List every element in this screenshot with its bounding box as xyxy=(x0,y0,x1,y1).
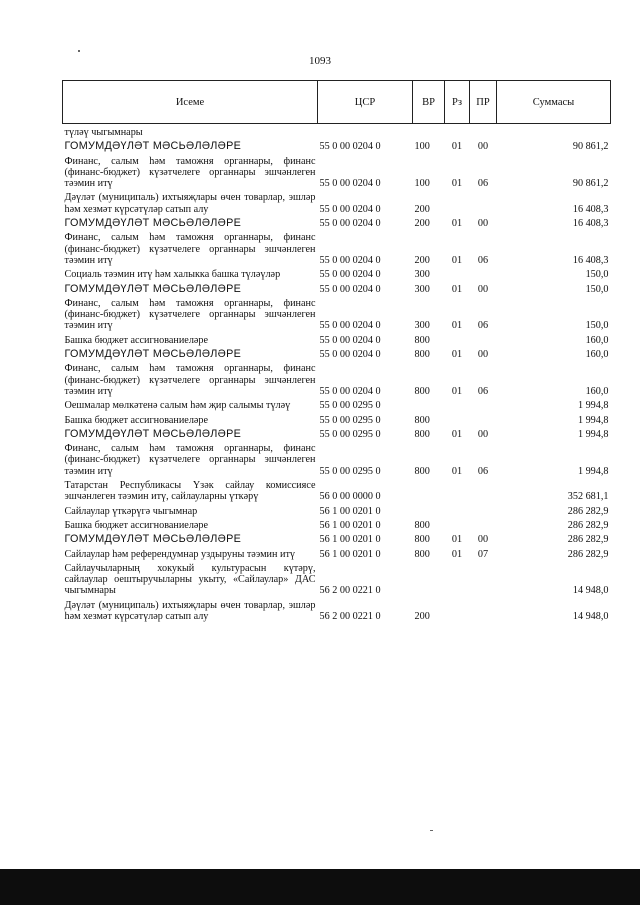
cell-vr: 800 xyxy=(414,534,430,546)
cell-rz: 01 xyxy=(451,548,463,560)
cell-csr: 56 1 00 0201 0 xyxy=(319,519,381,531)
cell-sum: 160,0 xyxy=(585,349,609,361)
cell-sum: 352 681,1 xyxy=(567,491,609,503)
cell-vr: 200 xyxy=(414,610,430,622)
cell-pr xyxy=(470,266,497,280)
table-row xyxy=(63,560,611,597)
table-row xyxy=(63,517,611,531)
cell-rz: 01 xyxy=(451,465,463,477)
cell-csr: 56 1 00 0201 0 xyxy=(319,534,381,546)
cell-rz xyxy=(445,397,470,411)
cell-name: Финанс, салым һәм таможня органнары, финанс (финанс-бюджет) күзәтчелеге органнары эшчәнлеген тәэмин итү xyxy=(64,297,316,332)
cell-rz: 01 xyxy=(451,283,463,295)
cell-name: Сайлаулар һәм референдумнар уздыруны тәэмин итү xyxy=(64,548,296,560)
cell-pr: 00 xyxy=(477,141,489,153)
cell-pr: 00 xyxy=(477,534,489,546)
table-row xyxy=(63,189,611,215)
table-row xyxy=(63,360,611,397)
cell-sum xyxy=(497,124,611,139)
cell-pr: 06 xyxy=(477,178,489,190)
cell-vr xyxy=(413,560,445,597)
cell-name: Финанс, салым һәм таможня органнары, финанс (финанс-бюджет) күзәтчелеге органнары эшчәнлеген тәэмин итү xyxy=(64,232,316,266)
cell-pr xyxy=(470,517,497,531)
table-row xyxy=(63,426,611,440)
cell-pr: 06 xyxy=(477,465,489,477)
table-row xyxy=(63,124,611,139)
cell-vr: 200 xyxy=(414,254,430,266)
table-header-row xyxy=(63,81,611,124)
cell-vr: 300 xyxy=(414,283,430,295)
cell-sum: 1 994,8 xyxy=(577,414,609,426)
cell-pr xyxy=(470,597,497,623)
cell-csr: 56 1 00 0201 0 xyxy=(319,505,381,517)
cell-pr: 00 xyxy=(477,428,489,440)
cell-csr: 56 1 00 0201 0 xyxy=(319,548,381,560)
table-row xyxy=(63,597,611,623)
cell-vr: 800 xyxy=(414,334,430,346)
cell-rz xyxy=(445,412,470,426)
scan-bottom-edge xyxy=(0,869,640,905)
cell-pr xyxy=(470,477,497,503)
cell-name: Башка бюджет ассигнованиеләре xyxy=(64,519,209,531)
cell-rz xyxy=(445,477,470,503)
table-row xyxy=(63,215,611,229)
cell-vr: 100 xyxy=(414,178,430,190)
cell-name: ГОМУМДӘҮЛӘТ МӘСЬӘЛӘЛӘРЕ xyxy=(64,348,242,361)
cell-rz: 01 xyxy=(451,320,463,332)
cell-sum: 286 282,9 xyxy=(567,534,609,546)
cell-sum: 1 994,8 xyxy=(577,428,609,440)
cell-pr: 00 xyxy=(477,218,489,230)
cell-sum: 286 282,9 xyxy=(567,548,609,560)
cell-vr: 800 xyxy=(414,428,430,440)
cell-rz: 01 xyxy=(451,178,463,190)
table-row xyxy=(63,153,611,190)
cell-pr xyxy=(470,397,497,411)
cell-vr: 800 xyxy=(414,414,430,426)
cell-csr: 55 0 00 0204 0 xyxy=(319,283,381,295)
cell-sum: 150,0 xyxy=(585,269,609,281)
table-row xyxy=(63,346,611,360)
table-row xyxy=(63,440,611,477)
cell-pr: 06 xyxy=(477,385,489,397)
cell-sum: 14 948,0 xyxy=(572,585,609,597)
cell-csr: 55 0 00 0295 0 xyxy=(319,400,381,412)
table-row xyxy=(63,397,611,411)
cell-csr: 55 0 00 0204 0 xyxy=(319,178,381,190)
cell-rz xyxy=(445,266,470,280)
cell-csr: 55 0 00 0204 0 xyxy=(319,320,381,332)
cell-name: ГОМУМДӘҮЛӘТ МӘСЬӘЛӘЛӘРЕ xyxy=(64,140,242,153)
cell-csr: 56 2 00 0221 0 xyxy=(319,610,381,622)
header-rz: Рз xyxy=(445,81,470,124)
cell-csr: 55 0 00 0295 0 xyxy=(319,428,381,440)
cell-pr xyxy=(470,560,497,597)
cell-vr xyxy=(413,503,445,517)
cell-sum: 150,0 xyxy=(585,283,609,295)
cell-name: ГОМУМДӘҮЛӘТ МӘСЬӘЛӘЛӘРЕ xyxy=(64,282,242,295)
cell-rz: 01 xyxy=(451,385,463,397)
cell-name: Социаль тәэмин итү һәм халыкка башка түләүләр xyxy=(64,269,281,281)
table-body xyxy=(63,124,611,623)
cell-rz: 01 xyxy=(451,254,463,266)
page-number: 1093 xyxy=(309,55,331,67)
cell-name: Башка бюджет ассигнованиеләре xyxy=(64,334,209,346)
cell-name: түләү чыгымнары xyxy=(64,127,143,138)
cell-csr: 55 0 00 0204 0 xyxy=(319,254,381,266)
cell-sum: 16 408,3 xyxy=(572,203,609,215)
cell-sum: 286 282,9 xyxy=(567,519,609,531)
budget-table xyxy=(62,80,611,622)
cell-name: ГОМУМДӘҮЛӘТ МӘСЬӘЛӘЛӘРЕ xyxy=(64,533,242,546)
cell-vr: 800 xyxy=(414,465,430,477)
cell-csr: 56 2 00 0221 0 xyxy=(319,585,381,597)
cell-sum: 160,0 xyxy=(585,385,609,397)
cell-vr xyxy=(413,124,445,139)
header-pr: ПР xyxy=(470,81,497,124)
cell-rz xyxy=(445,597,470,623)
cell-vr: 300 xyxy=(414,320,430,332)
cell-vr: 800 xyxy=(414,519,430,531)
table-row xyxy=(63,332,611,346)
header-csr: ЦСР xyxy=(318,81,413,124)
cell-name: Финанс, салым һәм таможня органнары, финанс (финанс-бюджет) күзәтчелеге органнары эшчәнлеген тәэмин итү xyxy=(64,155,316,190)
cell-pr: 06 xyxy=(477,254,489,266)
cell-vr xyxy=(413,477,445,503)
scan-mark xyxy=(78,50,80,52)
cell-vr: 200 xyxy=(414,218,430,230)
cell-vr: 800 xyxy=(414,548,430,560)
cell-name: Дәүләт (муниципаль) ихтыяҗлары өчен товарлар, эшләр һәм хезмәт күрсәтүләр сатып алу xyxy=(64,599,316,622)
header-sum: Суммасы xyxy=(497,81,611,124)
cell-name: ГОМУМДӘҮЛӘТ МӘСЬӘЛӘЛӘРЕ xyxy=(64,217,242,230)
cell-pr: 06 xyxy=(477,320,489,332)
cell-vr: 100 xyxy=(414,141,430,153)
cell-rz: 01 xyxy=(451,534,463,546)
table-row xyxy=(63,546,611,560)
cell-csr: 55 0 00 0204 0 xyxy=(319,269,381,281)
scan-mark xyxy=(430,830,433,831)
table-row xyxy=(63,503,611,517)
table-row xyxy=(63,477,611,503)
cell-rz: 01 xyxy=(451,218,463,230)
cell-csr: 55 0 00 0204 0 xyxy=(319,203,381,215)
cell-pr xyxy=(470,503,497,517)
cell-csr xyxy=(318,124,413,139)
cell-vr xyxy=(413,397,445,411)
cell-sum: 16 408,3 xyxy=(572,254,609,266)
cell-sum: 14 948,0 xyxy=(572,610,609,622)
cell-pr xyxy=(470,332,497,346)
cell-csr: 55 0 00 0204 0 xyxy=(319,349,381,361)
cell-sum: 286 282,9 xyxy=(567,505,609,517)
cell-csr: 55 0 00 0204 0 xyxy=(319,385,381,397)
cell-name: Финанс, салым һәм таможня органнары, финанс (финанс-бюджет) күзәтчелеге органнары эшчәнлеген тәэмин итү xyxy=(64,443,316,477)
cell-name: Сайлаулар үткәрүгә чыгымнар xyxy=(64,505,198,517)
header-vr: ВР xyxy=(413,81,445,124)
cell-name: Дәүләт (муниципаль) ихтыяҗлары өчен товарлар, эшләр һәм хезмәт күрсәтүләр сатып алу xyxy=(64,192,316,215)
cell-rz xyxy=(445,124,470,139)
cell-vr: 800 xyxy=(414,385,430,397)
cell-sum: 160,0 xyxy=(585,334,609,346)
cell-vr: 800 xyxy=(414,349,430,361)
table-row xyxy=(63,229,611,266)
cell-pr: 07 xyxy=(477,548,489,560)
cell-rz: 01 xyxy=(451,141,463,153)
cell-pr xyxy=(470,124,497,139)
cell-csr: 55 0 00 0295 0 xyxy=(319,414,381,426)
cell-name: Оешмалар мөлкәтенә салым һәм җир салымы түләү xyxy=(64,400,291,412)
cell-name: Башка бюджет ассигнованиеләре xyxy=(64,414,209,426)
cell-csr: 55 0 00 0204 0 xyxy=(319,141,381,153)
cell-sum: 90 861,2 xyxy=(572,178,609,190)
cell-rz xyxy=(445,189,470,215)
cell-name: ГОМУМДӘҮЛӘТ МӘСЬӘЛӘЛӘРЕ xyxy=(64,427,242,440)
cell-rz: 01 xyxy=(451,428,463,440)
cell-rz xyxy=(445,332,470,346)
cell-csr: 55 0 00 0295 0 xyxy=(319,465,381,477)
cell-rz xyxy=(445,517,470,531)
table-row xyxy=(63,531,611,545)
cell-sum: 1 994,8 xyxy=(577,400,609,412)
cell-rz xyxy=(445,560,470,597)
cell-name: Татарстан Республикасы Үзәк сайлау комиссиясе эшчәнлеген тәэмин итү, сайлауларны үткәрү xyxy=(64,480,316,503)
cell-pr xyxy=(470,189,497,215)
cell-vr: 300 xyxy=(414,269,430,281)
cell-rz xyxy=(445,503,470,517)
cell-name: Сайлаучыларның хокукый культурасын күтәрү, сайлаулар оештыручыларны укыту, «Сайлаулар» ДАС чыгымнары xyxy=(64,562,316,597)
cell-csr: 56 0 00 0000 0 xyxy=(319,491,381,503)
cell-sum: 1 994,8 xyxy=(577,465,609,477)
table-row xyxy=(63,295,611,332)
cell-rz: 01 xyxy=(451,349,463,361)
table-row xyxy=(63,266,611,280)
cell-csr: 55 0 00 0204 0 xyxy=(319,218,381,230)
cell-vr: 200 xyxy=(414,203,430,215)
table-row xyxy=(63,281,611,295)
cell-pr xyxy=(470,412,497,426)
cell-pr: 00 xyxy=(477,283,489,295)
cell-sum: 16 408,3 xyxy=(572,218,609,230)
table-row xyxy=(63,138,611,152)
cell-csr: 55 0 00 0204 0 xyxy=(319,334,381,346)
cell-sum: 90 861,2 xyxy=(572,141,609,153)
budget-sheet xyxy=(62,80,610,622)
table-row xyxy=(63,412,611,426)
cell-name: Финанс, салым һәм таможня органнары, финанс (финанс-бюджет) күзәтчелеге органнары эшчәнлеген тәэмин итү xyxy=(64,363,316,397)
cell-sum: 150,0 xyxy=(585,320,609,332)
header-name: Исеме xyxy=(63,81,318,124)
cell-pr: 00 xyxy=(477,349,489,361)
